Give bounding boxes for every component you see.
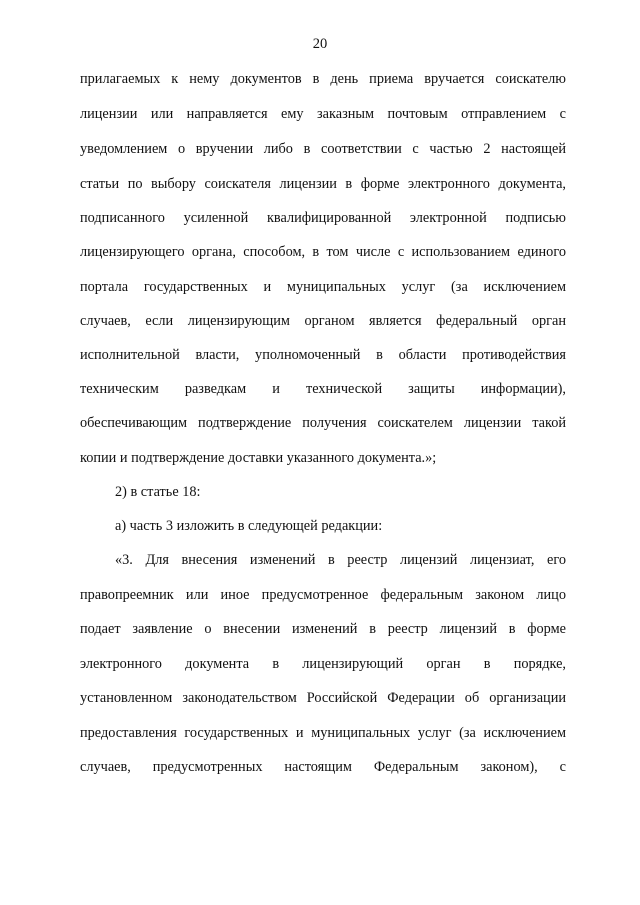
text-line: «3. Для внесения изменений в реестр лицензий лицензиат, его (115, 552, 566, 568)
text-line: подписанного усиленной квалифицированной электронной подписью (80, 210, 566, 226)
list-item-heading: а) часть 3 изложить в следующей редакции: (115, 518, 383, 534)
text-line: портала государственных и муниципальных услуг (за исключением (80, 279, 566, 295)
text-line: прилагаемых к нему документов в день приема вручается соискателю (80, 71, 566, 87)
text-line: правопреемник или иное предусмотренное федеральным законом лицо (80, 587, 566, 603)
list-item-heading: 2) в статье 18: (115, 484, 201, 500)
text-line: случаев, если лицензирующим органом является федеральный орган (80, 313, 566, 329)
text-line: подает заявление о внесении изменений в реестр лицензий в форме (80, 621, 566, 637)
text-line: установленном законодательством Российской Федерации об организации (80, 690, 566, 706)
text-line: лицензирующего органа, способом, в том числе с использованием единого (80, 244, 566, 260)
text-line: лицензии или направляется ему заказным почтовым отправлением с (80, 106, 566, 122)
text-line: случаев, предусмотренных настоящим Федеральным законом), с (80, 759, 566, 775)
text-line: электронного документа в лицензирующий орган в порядке, (80, 656, 566, 672)
text-line: предоставления государственных и муниципальных услуг (за исключением (80, 725, 566, 741)
text-line: обеспечивающим подтверждение получения соискателем лицензии такой (80, 415, 566, 431)
page-number: 20 (312, 36, 328, 52)
text-line: техническим разведкам и технической защиты информации), (80, 381, 566, 397)
text-line: исполнительной власти, уполномоченный в области противодействия (80, 347, 566, 363)
text-line: статьи по выбору соискателя лицензии в форме электронного документа, (80, 176, 566, 192)
text-line: копии и подтверждение доставки указанного документа.»; (80, 450, 437, 466)
text-line: уведомлением о вручении либо в соответствии с частью 2 настоящей (80, 141, 566, 157)
